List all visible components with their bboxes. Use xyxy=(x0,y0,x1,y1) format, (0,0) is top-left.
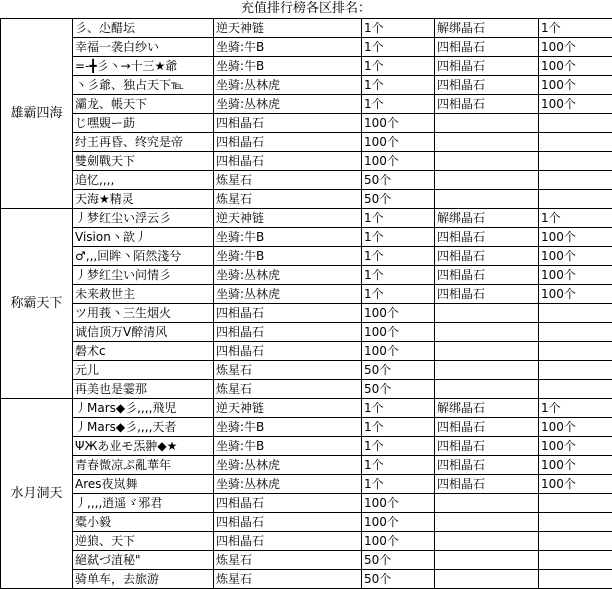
reward-qty-cell: 1个 xyxy=(362,285,435,304)
bonus-item-cell: 四相晶石 xyxy=(435,95,539,114)
player-name-cell: 诚信顶万V醉清风 xyxy=(73,323,214,342)
bonus-qty-cell: 100个 xyxy=(539,285,612,304)
reward-item-cell: 四相晶石 xyxy=(214,342,362,361)
bonus-qty-cell: 100个 xyxy=(539,266,612,285)
reward-qty-cell: 1个 xyxy=(362,456,435,475)
bonus-qty-cell xyxy=(539,361,612,380)
reward-qty-cell: 1个 xyxy=(362,76,435,95)
reward-qty-cell: 50个 xyxy=(362,570,435,589)
ranking-title: 充值排行榜各区排名： xyxy=(240,1,371,16)
player-name-cell: ツ用莪丶三生烟火 xyxy=(73,304,214,323)
reward-qty-cell: 50个 xyxy=(362,190,435,209)
player-name-cell: 再美也是霎那 xyxy=(73,380,214,399)
player-name-cell: Ares夜岚舞 xyxy=(73,475,214,494)
player-name-cell: 纣王再昏、终究是帝 xyxy=(73,133,214,152)
player-name-cell: Vision丶歆丿 xyxy=(73,228,214,247)
reward-item-cell: 坐骑:丛林虎 xyxy=(214,76,362,95)
reward-qty-cell: 50个 xyxy=(362,361,435,380)
bonus-qty-cell: 100个 xyxy=(539,76,612,95)
reward-item-cell: 四相晶石 xyxy=(214,114,362,133)
region-name-cell: 雄霸四海 xyxy=(1,19,73,209)
reward-qty-cell: 100个 xyxy=(362,532,435,551)
player-name-cell: ♂,,,回眸丶陌然淺兮 xyxy=(73,247,214,266)
player-name-cell: 追忆,,,, xyxy=(73,171,214,190)
table-row xyxy=(1,133,612,152)
reward-qty-cell: 1个 xyxy=(362,437,435,456)
bonus-qty-cell: 1个 xyxy=(539,19,612,38)
bonus-qty-cell: 100个 xyxy=(539,475,612,494)
bonus-item-cell: 四相晶石 xyxy=(435,228,539,247)
reward-item-cell: 坐骑:牛B xyxy=(214,418,362,437)
reward-item-cell: 四相晶石 xyxy=(214,152,362,171)
player-name-cell: 絕弑づ淔秘" xyxy=(73,551,214,570)
table-row xyxy=(1,361,612,380)
bonus-qty-cell xyxy=(539,152,612,171)
reward-qty-cell: 1个 xyxy=(362,475,435,494)
table-row xyxy=(1,513,612,532)
bonus-item-cell xyxy=(435,532,539,551)
reward-qty-cell: 100个 xyxy=(362,342,435,361)
table-row xyxy=(1,285,612,304)
bonus-item-cell: 四相晶石 xyxy=(435,437,539,456)
player-name-cell: じ嘿覞ー莇 xyxy=(73,114,214,133)
bonus-item-cell xyxy=(435,133,539,152)
bonus-item-cell: 四相晶石 xyxy=(435,38,539,57)
table-row xyxy=(1,380,612,399)
player-name-cell: 雙劍戰天下 xyxy=(73,152,214,171)
reward-qty-cell: 1个 xyxy=(362,38,435,57)
bonus-item-cell: 四相晶石 xyxy=(435,418,539,437)
bonus-qty-cell: 100个 xyxy=(539,456,612,475)
reward-qty-cell: 100个 xyxy=(362,494,435,513)
bonus-qty-cell: 100个 xyxy=(539,247,612,266)
player-name-cell: 骑单车，去旅游 xyxy=(73,570,214,589)
table-row xyxy=(1,494,612,513)
table-row xyxy=(1,95,612,114)
reward-qty-cell: 100个 xyxy=(362,133,435,152)
bonus-item-cell: 四相晶石 xyxy=(435,57,539,76)
reward-item-cell: 坐骑:丛林虎 xyxy=(214,285,362,304)
table-row xyxy=(1,266,612,285)
reward-qty-cell: 1个 xyxy=(362,57,435,76)
bonus-qty-cell: 1个 xyxy=(539,209,612,228)
player-name-cell: =-╋彡丶→十三★爺 xyxy=(73,57,214,76)
bonus-qty-cell xyxy=(539,380,612,399)
table-row xyxy=(1,418,612,437)
reward-item-cell: 四相晶石 xyxy=(214,532,362,551)
player-name-cell: 丿Mars◆彡,,,,飛児 xyxy=(73,399,214,418)
reward-qty-cell: 100个 xyxy=(362,114,435,133)
table-row xyxy=(1,456,612,475)
reward-item-cell: 逆天神链 xyxy=(214,209,362,228)
bonus-item-cell xyxy=(435,342,539,361)
bonus-item-cell xyxy=(435,494,539,513)
table-row xyxy=(1,399,612,418)
bonus-item-cell xyxy=(435,551,539,570)
reward-item-cell: 坐骑:牛B xyxy=(214,437,362,456)
bonus-qty-cell: 100个 xyxy=(539,38,612,57)
bonus-item-cell: 四相晶石 xyxy=(435,247,539,266)
table-row xyxy=(1,532,612,551)
bonus-item-cell: 四相晶石 xyxy=(435,456,539,475)
player-name-cell: 丿梦红尘い浮云彡 xyxy=(73,209,214,228)
bonus-qty-cell: 100个 xyxy=(539,228,612,247)
player-name-cell: 灞龙、帳天下 xyxy=(73,95,214,114)
table-row xyxy=(1,323,612,342)
region-name-cell: 水月洞天 xyxy=(1,399,73,589)
bonus-qty-cell xyxy=(539,190,612,209)
table-row xyxy=(1,152,612,171)
reward-qty-cell: 50个 xyxy=(362,171,435,190)
reward-item-cell: 四相晶石 xyxy=(214,494,362,513)
reward-item-cell: 坐骑:丛林虎 xyxy=(214,95,362,114)
reward-qty-cell: 100个 xyxy=(362,304,435,323)
bonus-item-cell xyxy=(435,152,539,171)
reward-item-cell: 坐骑:丛林虎 xyxy=(214,475,362,494)
bonus-qty-cell: 100个 xyxy=(539,95,612,114)
reward-item-cell: 坐骑:牛B xyxy=(214,247,362,266)
reward-qty-cell: 1个 xyxy=(362,228,435,247)
table-row xyxy=(1,209,612,228)
player-name-cell: 天海★精灵 xyxy=(73,190,214,209)
bonus-qty-cell: 100个 xyxy=(539,418,612,437)
bonus-item-cell xyxy=(435,513,539,532)
table-row xyxy=(1,437,612,456)
reward-qty-cell: 50个 xyxy=(362,551,435,570)
bonus-qty-cell: 100个 xyxy=(539,437,612,456)
table-row xyxy=(1,19,612,38)
table-row xyxy=(1,475,612,494)
table-row xyxy=(1,76,612,95)
table-row xyxy=(1,570,612,589)
reward-item-cell: 四相晶石 xyxy=(214,323,362,342)
reward-qty-cell: 1个 xyxy=(362,247,435,266)
table-row xyxy=(1,304,612,323)
reward-qty-cell: 100个 xyxy=(362,323,435,342)
player-name-cell: ΨЖあ业モ炁翀◆★ xyxy=(73,437,214,456)
player-name-cell: 丶彡爺、独占天下℡ xyxy=(73,76,214,95)
reward-item-cell: 炼星石 xyxy=(214,190,362,209)
reward-item-cell: 坐骑:牛B xyxy=(214,57,362,76)
table-row xyxy=(1,171,612,190)
bonus-item-cell: 四相晶石 xyxy=(435,285,539,304)
bonus-item-cell xyxy=(435,570,539,589)
bonus-qty-cell xyxy=(539,513,612,532)
table-row xyxy=(1,190,612,209)
reward-item-cell: 四相晶石 xyxy=(214,133,362,152)
player-name-cell: 丿Mars◆彡,,,,天者 xyxy=(73,418,214,437)
player-name-cell: 青春微凉ぷ亂華年 xyxy=(73,456,214,475)
bonus-item-cell xyxy=(435,380,539,399)
reward-item-cell: 坐骑:丛林虎 xyxy=(214,266,362,285)
bonus-item-cell xyxy=(435,323,539,342)
bonus-item-cell xyxy=(435,361,539,380)
player-name-cell: 未来救世主 xyxy=(73,285,214,304)
reward-item-cell: 坐骑:牛B xyxy=(214,228,362,247)
bonus-qty-cell xyxy=(539,114,612,133)
table-row xyxy=(1,38,612,57)
reward-item-cell: 炼星石 xyxy=(214,361,362,380)
region-name-cell: 称霸天下 xyxy=(1,209,73,399)
bonus-qty-cell xyxy=(539,323,612,342)
table-row xyxy=(1,228,612,247)
bonus-item-cell xyxy=(435,171,539,190)
reward-qty-cell: 100个 xyxy=(362,152,435,171)
player-name-cell: 磐术c xyxy=(73,342,214,361)
reward-qty-cell: 1个 xyxy=(362,266,435,285)
bonus-qty-cell xyxy=(539,171,612,190)
reward-qty-cell: 1个 xyxy=(362,399,435,418)
bonus-qty-cell: 1个 xyxy=(539,399,612,418)
bonus-item-cell: 四相晶石 xyxy=(435,266,539,285)
reward-item-cell: 炼星石 xyxy=(214,380,362,399)
table-row xyxy=(1,57,612,76)
bonus-qty-cell xyxy=(539,551,612,570)
bonus-item-cell xyxy=(435,190,539,209)
player-name-cell: 丿,,,,逍遥ゞ邪君 xyxy=(73,494,214,513)
bonus-item-cell: 解绑晶石 xyxy=(435,399,539,418)
reward-qty-cell: 1个 xyxy=(362,95,435,114)
player-name-cell: 元儿 xyxy=(73,361,214,380)
table-row xyxy=(1,551,612,570)
reward-item-cell: 四相晶石 xyxy=(214,513,362,532)
player-name-cell: 逆狼、天下 xyxy=(73,532,214,551)
reward-item-cell: 四相晶石 xyxy=(214,304,362,323)
reward-qty-cell: 1个 xyxy=(362,19,435,38)
ranking-table xyxy=(0,18,612,589)
reward-qty-cell: 100个 xyxy=(362,513,435,532)
reward-item-cell: 坐骑:丛林虎 xyxy=(214,456,362,475)
bonus-qty-cell xyxy=(539,494,612,513)
player-name-cell: 丿梦红尘い问情彡 xyxy=(73,266,214,285)
bonus-item-cell: 解绑晶石 xyxy=(435,19,539,38)
reward-item-cell: 炼星石 xyxy=(214,551,362,570)
bonus-item-cell: 四相晶石 xyxy=(435,76,539,95)
reward-qty-cell: 1个 xyxy=(362,209,435,228)
reward-item-cell: 坐骑:牛B xyxy=(214,38,362,57)
bonus-item-cell: 四相晶石 xyxy=(435,475,539,494)
bonus-item-cell xyxy=(435,114,539,133)
bonus-qty-cell xyxy=(539,304,612,323)
bonus-qty-cell xyxy=(539,532,612,551)
player-name-cell: 橐小毅 xyxy=(73,513,214,532)
reward-item-cell: 炼星石 xyxy=(214,570,362,589)
table-row xyxy=(1,342,612,361)
player-name-cell: 彡、尐醋坛 xyxy=(73,19,214,38)
bonus-item-cell xyxy=(435,304,539,323)
bonus-qty-cell xyxy=(539,133,612,152)
table-row xyxy=(1,247,612,266)
table-row xyxy=(1,114,612,133)
reward-item-cell: 炼星石 xyxy=(214,171,362,190)
reward-item-cell: 逆天神链 xyxy=(214,19,362,38)
player-name-cell: 幸福一袭白纱い xyxy=(73,38,214,57)
reward-item-cell: 逆天神链 xyxy=(214,399,362,418)
reward-qty-cell: 50个 xyxy=(362,380,435,399)
bonus-qty-cell xyxy=(539,342,612,361)
reward-qty-cell: 1个 xyxy=(362,418,435,437)
bonus-qty-cell: 100个 xyxy=(539,57,612,76)
bonus-item-cell: 解绑晶石 xyxy=(435,209,539,228)
bonus-qty-cell xyxy=(539,570,612,589)
